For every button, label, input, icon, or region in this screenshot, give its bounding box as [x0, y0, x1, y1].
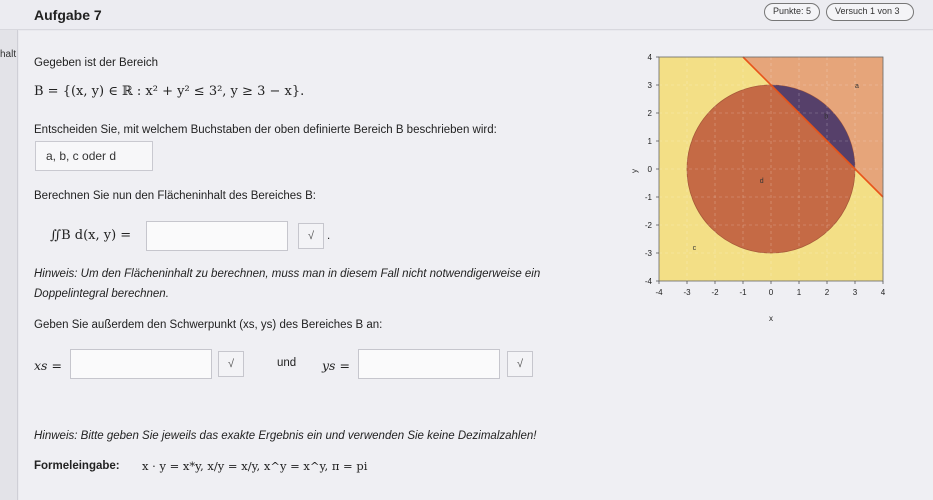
- sqrt-button-area[interactable]: √: [298, 223, 324, 249]
- ys-input[interactable]: [358, 349, 500, 379]
- y-tick-label: 3: [647, 81, 652, 90]
- y-tick-label: 0: [647, 165, 652, 174]
- y-axis-label: y: [630, 169, 639, 173]
- y-tick-label: -2: [644, 221, 652, 230]
- set-definition: B = {(x, y) ∈ ℝ : x² + y² ≤ 3², y ≥ 3 − x}.: [34, 84, 305, 99]
- question-area: Berechnen Sie nun den Flächeninhalt des Bereiches B:: [34, 190, 316, 202]
- region-chart-svg: [630, 48, 920, 338]
- sqrt-button-xs[interactable]: √: [218, 351, 244, 377]
- y-tick-label: -1: [644, 193, 652, 202]
- y-tick-label: -3: [644, 249, 652, 258]
- x-tick-label: -3: [683, 288, 691, 297]
- x-axis-label: x: [769, 314, 773, 323]
- top-bar: [0, 0, 933, 30]
- question-region-letter: Entscheiden Sie, mit welchem Buchstaben der oben definierte Bereich B beschrieben wird:: [34, 124, 497, 136]
- intro-text: Gegeben ist der Bereich: [34, 57, 159, 69]
- y-tick-label: 4: [647, 53, 652, 62]
- integral-label: ∬B d(x, y) =: [50, 228, 132, 243]
- x-tick-label: 1: [796, 288, 802, 297]
- y-tick-label: -4: [644, 277, 652, 286]
- x-tick-label: -4: [655, 288, 663, 297]
- sqrt-button-ys[interactable]: √: [507, 351, 533, 377]
- formula-label: Formeleingabe:: [34, 460, 120, 472]
- region-label-c: c: [692, 245, 697, 253]
- points-badge: Punkte: 5: [764, 3, 820, 21]
- hint-area-line1: Hinweis: Um den Flächeninhalt zu berechnen, muss man in diesem Fall nicht notwendigerweise ein: [34, 268, 541, 280]
- x-tick-label: 0: [768, 288, 774, 297]
- x-tick-label: -2: [711, 288, 719, 297]
- x-tick-label: -1: [739, 288, 747, 297]
- sidebar-edge[interactable]: [0, 30, 18, 500]
- region-letter-select[interactable]: a, b, c oder d: [35, 141, 153, 171]
- ys-label: ys =: [322, 358, 350, 373]
- y-tick-label: 2: [647, 109, 652, 118]
- area-input[interactable]: [146, 221, 288, 251]
- period: .: [327, 230, 331, 242]
- xs-label: xs =: [34, 358, 62, 373]
- x-tick-label: 4: [880, 288, 886, 297]
- region-label-a: a: [855, 82, 859, 90]
- attempt-badge: Versuch 1 von 3: [826, 3, 914, 21]
- xs-input[interactable]: [70, 349, 212, 379]
- x-tick-label: 3: [852, 288, 858, 297]
- sidebar-label: halt: [0, 49, 17, 60]
- x-tick-label: 2: [824, 288, 830, 297]
- region-label-d: d: [759, 178, 764, 185]
- hint-exact: Hinweis: Bitte geben Sie jeweils das exakte Ergebnis ein und verwenden Sie keine Dezimalzahlen!: [34, 430, 537, 442]
- region-chart: [630, 48, 920, 338]
- und-text: und: [277, 357, 297, 369]
- page-title: Aufgabe 7: [34, 7, 102, 23]
- formula-help: x · y = x*y, x/y = x/y, x^y = x^y, π = pi: [142, 459, 368, 473]
- y-tick-label: 1: [647, 137, 652, 146]
- region-label-b: b: [824, 113, 829, 121]
- question-centroid: Geben Sie außerdem den Schwerpunkt (xs, ys) des Bereiches B an:: [34, 319, 383, 331]
- hint-area-line2: Doppelintegral berechnen.: [34, 288, 169, 300]
